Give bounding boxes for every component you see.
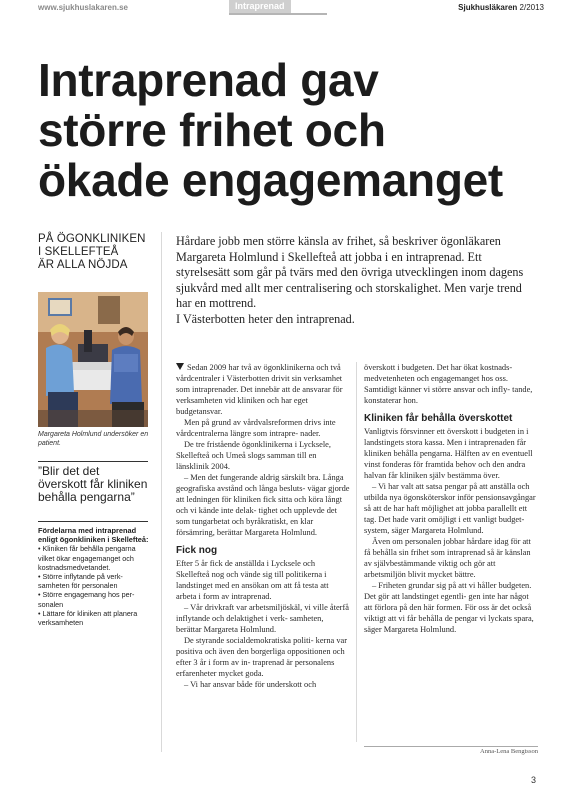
- fact-box-item: • Kliniken får behålla pengarna vilket ökar engagemanget och kostnadsmedvetandet.: [38, 544, 136, 572]
- article-headline: [38, 55, 538, 205]
- body-paragraph: – Friheten grundar sig på att vi håller budgeten. Det gör att landstinget egentli- gen inte har något att förlora på den här formen. För oss är det också viktigt att vi får behålla de pengar vi lyckats spara, säger Margareta Holmlund.: [364, 581, 534, 634]
- page-number: 3: [530, 775, 536, 785]
- headline-line-1: Intraprenad gav: [38, 54, 379, 106]
- body-paragraph: De tre fristående ögonklinikerna i Lycksele, Skellefteå och Umeå slogs samman till en länsklinik 2004.: [176, 440, 331, 471]
- fact-box-item: • Större engagemang hos per- sonalen: [38, 590, 135, 609]
- body-paragraph: Vanligtvis försvinner ett överskott i budgeten in i landstingets stora kassa. Men i intraprenaden får kliniken behålla pengarna. Hälften av en eventuell vinst fonderas för framtida behov och den andra halvan får kliniken själv bestämma över.: [364, 427, 533, 480]
- body-paragraph: Efter 5 år fick de anställda i Lycksele och Skellefteå nog och vände sig till politikerna i landstinget med en ansökan om att få testa att arbeta i form av intraprenad.: [176, 559, 329, 601]
- subheading-fick-nog: Fick nog: [176, 545, 218, 556]
- fact-box: [38, 526, 150, 627]
- body-paragraph: överskott i budgeten. Det har ökat kostnads- medvetenheten och engagemanget hos oss. Samtidigt känner vi större ansvar och infly- tande, konstaterar hon.: [364, 363, 533, 405]
- magazine-name: Sjukhusläkaren: [458, 3, 518, 12]
- fact-box-item: • Större inflytande på verk- samheten för personalen: [38, 572, 123, 591]
- body-paragraph-text: Sedan 2009 har två av ögonklinikerna och två vårdcentraler i Västerbotten drivit sin verksamhet som intraprenader. Det innebär att de ansvarar för verksamheten vid kliniken och har eget budgetansvar.: [176, 363, 343, 416]
- subheading-overskott: Kliniken får behålla överskottet: [364, 413, 513, 424]
- fact-box-item: • Lättare för kliniken att planera verksamheten: [38, 608, 138, 628]
- headline-line-3: ökade engagemanget: [38, 154, 503, 206]
- pull-quote: ”Blir det det överskott får kliniken behålla pengarna”: [38, 464, 148, 504]
- body-paragraph: Men på grund av vårdvalsreformen drivs inte vårdcentralerna längre som intrapre- nader.: [176, 418, 336, 438]
- kicker-line-3: ÄR ALLA NÖJDA: [38, 259, 128, 271]
- ingress: [176, 234, 536, 327]
- column-divider-left: [161, 232, 162, 752]
- magazine-issue: [458, 3, 544, 12]
- pull-quote-rule-top: [38, 461, 148, 462]
- kicker-line-2: I SKELLEFTEÅ: [38, 246, 119, 258]
- body-column-1: [176, 362, 350, 690]
- section-tab: Intraprenad: [229, 0, 291, 13]
- body-paragraph: – Vi har valt att satsa pengar på att anställa och utbilda nya ögonsköterskor inför pensionsavgångar så att de har haft möjlighet att jobba parallellt ett tag. Det hade varit omöjligt i ett vanligt budget- system, säger Margareta Holmlund.: [364, 482, 536, 535]
- byline-rule: [364, 746, 538, 747]
- fact-box-title: Fördelarna med intraprenad enligt ögonkliniken i Skellefteå:: [38, 526, 149, 545]
- kicker-line-1: PÅ ÖGONKLINIKEN: [38, 233, 146, 245]
- fact-box-list: [38, 544, 150, 627]
- start-marker-icon: [176, 363, 184, 370]
- body-paragraph: – Vi har ansvar både för underskott och: [184, 680, 317, 689]
- body-paragraph: De styrande socialdemokratiska politi- kerna var positiva och även den borgerliga oppositionen och efter 3 år i form av in- traprenad är personalens erfarenheter mycket goda.: [176, 636, 348, 678]
- issue-number: 2/2013: [519, 3, 544, 12]
- body-paragraph: Även om personalen jobbar hårdare idag för att få behålla sin frihet som intraprenad så är känslan av självbestämmande viktig och gör att arbetsmiljön blivit mycket bättre.: [364, 537, 531, 579]
- photo-illustration: [38, 292, 148, 427]
- ingress-paragraph: I Västerbotten heter den intraprenad.: [176, 311, 355, 326]
- photo-caption: Margareta Holmlund undersöker en patient.: [38, 431, 149, 447]
- ingress-paragraph: Hårdare jobb men större känsla av frihet, så beskriver ögonläkaren Margareta Holmlund i Skellefteå att jobba i en intraprenad. Ett styrelsesätt som går på tvärs med den övriga utvecklingen inom dagens sjukvård med allt mer centralisering och storskalighet. Men varje trend har en mottrend.: [176, 234, 524, 310]
- column-divider-middle: [356, 362, 357, 742]
- page-header: [0, 0, 570, 16]
- site-url[interactable]: www.sjukhuslakaren.se: [38, 3, 128, 12]
- section-underline: [229, 13, 327, 15]
- body-column-2: [364, 362, 538, 635]
- headline-line-2: större frihet och: [38, 104, 386, 156]
- author-byline: Anna-Lena Bengtsson: [480, 748, 538, 755]
- body-paragraph: [176, 362, 350, 417]
- pull-quote-rule-bottom: [38, 521, 148, 522]
- kicker: [38, 233, 150, 272]
- article-photo: [38, 292, 148, 427]
- body-paragraph: – Vår drivkraft var arbetsmiljöskäl, vi ville återfå inflytande och delaktighet i verk- samheten, berättar Margareta Holmlund.: [176, 603, 349, 634]
- body-paragraph: – Men det fungerande aldrig särskilt bra. Långa geografiska avstånd och långa besluts- vägar gjorde att ledningen för kliniken fick sitta och köra långt och vi kände inte delak- tighet och upplevde det som tungarbetat och byråkratiskt, en klar försämring, berättar Margareta Holmlund.: [176, 473, 350, 537]
